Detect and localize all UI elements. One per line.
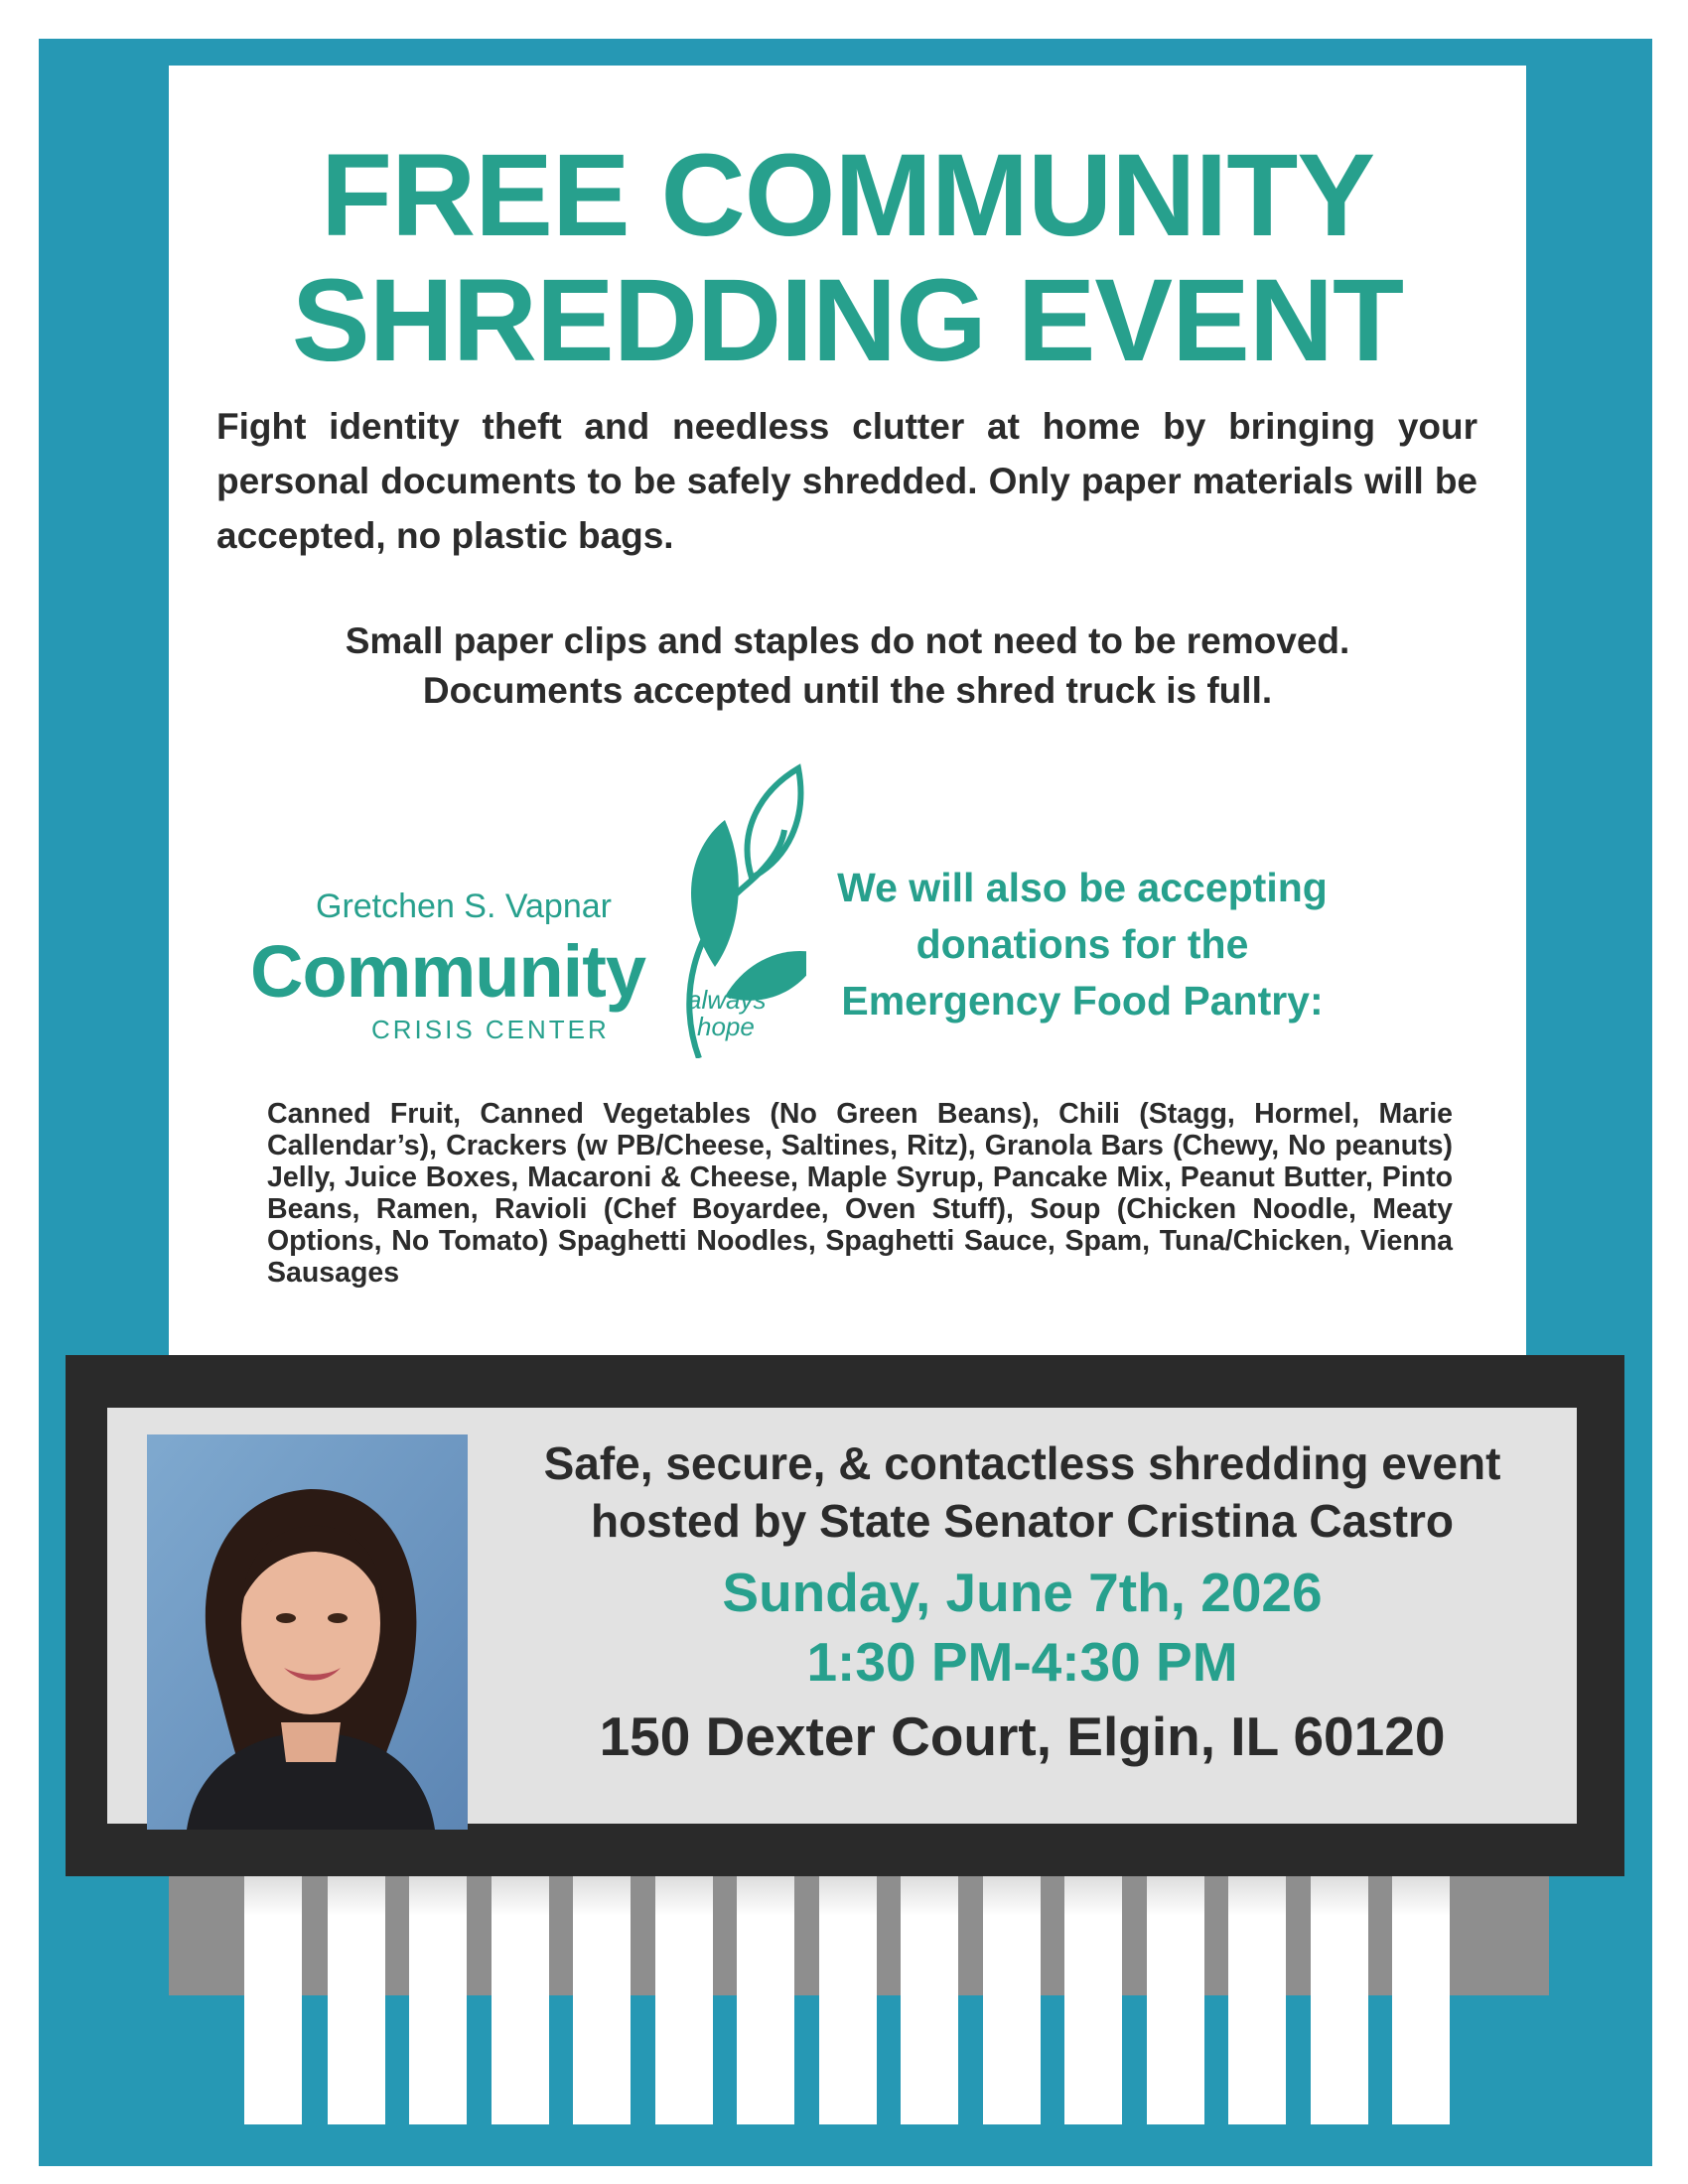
food-list: Canned Fruit, Canned Vegetables (No Green Beans), Chili (Stagg, Hormel, Marie Callendar’s), Crackers (w PB/Cheese, Saltines, Ritz), Granola Bars (Chewy, No peanuts) Jelly, Juice Boxes, Macaroni & Cheese, Maple Syrup, Pancake Mix, Peanut Butter, Pinto Beans, Ramen, Ravioli (Chef Boyardee, Oven Stuff), Soup (Chicken Noodle, Meaty Options, No Tomato) Spaghetti Noodles, Spaghetti Sauce, Spam, Tuna/Chicken, Vienna Sausages: [267, 1098, 1453, 1289]
headline-line-1: FREE COMMUNITY: [320, 130, 1375, 261]
paper-strip: [1064, 1876, 1122, 2124]
portrait-image: [147, 1434, 468, 1830]
intro-paragraph: Fight identity theft and needless clutter at home by bringing your personal documents to be safely shredded. Only paper materials will be accepted, no plastic bags.: [216, 406, 1477, 556]
event-address: 150 Dexter Court, Elgin, IL 60120: [599, 1706, 1446, 1767]
notes-line-2: Documents accepted until the shred truck is full.: [422, 670, 1273, 711]
donation-line-3: Emergency Food Pantry:: [841, 978, 1324, 1024]
donation-line-2: donations for the: [915, 921, 1249, 967]
paper-strip: [655, 1876, 713, 2124]
crisis-center-logo: [250, 760, 806, 1058]
paper-strip: [819, 1876, 877, 2124]
donation-line-1: We will also be accepting: [837, 865, 1328, 910]
paper-strip: [328, 1876, 385, 2124]
event-time: 1:30 PM-4:30 PM: [806, 1631, 1238, 1693]
logo-tagline-hope: hope: [697, 1012, 755, 1041]
flyer-paper: [169, 66, 1526, 1356]
paper-strip: [1228, 1876, 1286, 2124]
logo-tagline-always: always: [687, 985, 767, 1015]
notes-line-1: Small paper clips and staples do not need to be removed.: [345, 620, 1350, 661]
paper-strip: [492, 1876, 549, 2124]
paper-strip: [409, 1876, 467, 2124]
senator-photo: [147, 1434, 468, 1830]
logo-name: Gretchen S. Vapnar: [316, 887, 612, 925]
paper-strip: [901, 1876, 958, 2124]
event-date: Sunday, June 7th, 2026: [722, 1562, 1323, 1623]
headline: [169, 130, 1526, 386]
event-description: [468, 1434, 1577, 1550]
logo-subtitle: CRISIS CENTER: [371, 1015, 610, 1044]
event-panel: [107, 1408, 1577, 1824]
notes: [169, 616, 1526, 716]
paper-strip: [1311, 1876, 1368, 2124]
event-details: [468, 1430, 1577, 1776]
shredder-graphic: [66, 1355, 1624, 1876]
paper-strip: [1392, 1876, 1450, 2124]
headline-line-2: SHREDDING EVENT: [291, 255, 1404, 386]
logo-community-word: Community: [250, 930, 645, 1013]
event-desc-line-1: Safe, secure, & contactless shredding event: [543, 1437, 1501, 1489]
paper-strip: [1147, 1876, 1204, 2124]
paper-strip: [244, 1876, 302, 2124]
paper-strip: [737, 1876, 794, 2124]
paper-strip: [983, 1876, 1041, 2124]
event-desc-line-2: hosted by State Senator Cristina Castro: [590, 1495, 1455, 1547]
paper-strip: [573, 1876, 631, 2124]
donation-note: [794, 860, 1370, 1029]
